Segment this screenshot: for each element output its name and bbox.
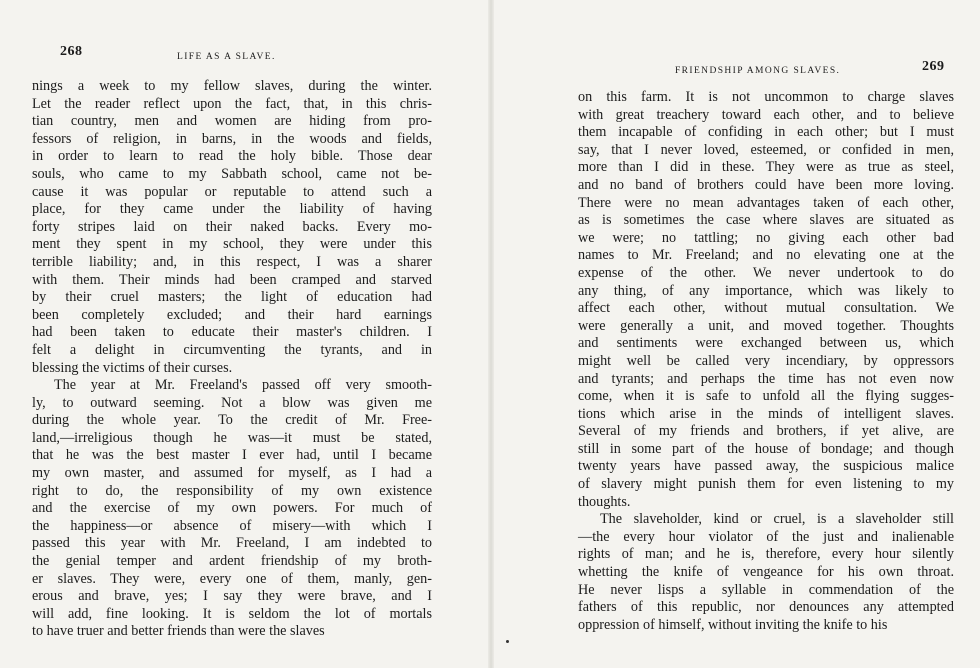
right-page-line: affect each other, without mutual consultation. We <box>578 300 954 317</box>
right-page-line: names to Mr. Freeland; and no elevating one at the <box>578 247 954 264</box>
left-page-line: passed this year with Mr. Freeland, I am indebted to <box>32 535 432 552</box>
right-page-line: He never lisps a syllable in commendation of the <box>578 581 954 598</box>
right-page-line: expense of the other. We never undertook to do <box>578 264 954 281</box>
left-page-line: ment they spent in my school, they were under this <box>32 236 432 253</box>
left-page-line: had been taken to educate their master's children. I <box>32 324 432 341</box>
left-page-line: erous and brave, yes; I say they were brave, and I <box>32 588 432 605</box>
left-page-line: in order to learn to read the holy bible. Those dear <box>32 148 432 165</box>
left-page-line: with them. Their minds had been cramped and starved <box>32 271 432 288</box>
right-page-line: still in some part of the house of bondage; and though <box>578 440 954 457</box>
right-page-line: Several of my friends and brothers, if yet alive, are <box>578 423 954 440</box>
right-page-line: we were; no tattling; no giving each other bad <box>578 229 954 246</box>
left-page-line: cause it was popular or reputable to attend such a <box>32 183 432 200</box>
right-page-line: more than I did in these. They were as true as steel, <box>578 159 954 176</box>
left-page-line: land,—irreligious though he was—it must be stated, <box>32 429 432 446</box>
right-page-line: with great treachery toward each other, and to believe <box>578 106 954 123</box>
ink-speck <box>506 640 509 643</box>
right-page-line: There were no mean advantages taken of each other, <box>578 194 954 211</box>
left-page-line: forty stripes laid on their naked backs. Every mo- <box>32 218 432 235</box>
left-page-line: to have truer and better friends than were the slaves <box>32 623 325 640</box>
left-running-head: LIFE AS A SLAVE. <box>177 52 276 62</box>
left-page-line: tian country, men and women are hiding from pro- <box>32 113 432 130</box>
right-running-head: FRIENDSHIP AMONG SLAVES. <box>675 66 841 76</box>
right-page-line: as is sometimes the case where slaves are situated as <box>578 212 954 229</box>
left-page-line: the happiness—or absence of misery—with which I <box>32 517 432 534</box>
left-page-line: my own master, and assumed for myself, as I had a <box>32 465 432 482</box>
right-page-number: 269 <box>922 59 945 74</box>
right-page-line: twenty years have passed away, the suspicious malice <box>578 458 954 475</box>
left-page-line: place, for they came under the liability of having <box>32 201 432 218</box>
right-page-line: and tyrants; and perhaps the time has not even now <box>578 370 954 387</box>
right-page-line: come, when it is safe to unfold all the flying sugges- <box>578 388 954 405</box>
left-page-line: and the exercise of my own powers. For much of <box>32 500 432 517</box>
left-page-line: that he was the best master I ever had, until I became <box>32 447 432 464</box>
left-page-line: the genial temper and ardent friendship of my broth- <box>32 553 432 570</box>
right-page-line: whetting the knife of vengeance for his own throat. <box>578 564 954 581</box>
left-page-line: right to do, the responsibility of my own existence <box>32 482 432 499</box>
left-page-line: terrible liability; and, in this respect, I was a sharer <box>32 253 432 270</box>
right-page-line: tions which arise in the minds of intelligent slaves. <box>578 405 954 422</box>
right-page-line: might well be called very incendiary, by oppressors <box>578 352 954 369</box>
left-page-line: ly, to outward seeming. Not a blow was given me <box>32 394 432 411</box>
right-text-block <box>578 89 954 634</box>
left-page-line: souls, who came to my Sabbath school, came not be- <box>32 165 432 182</box>
right-page-line: —the every hour violator of the just and inalienable <box>578 528 954 545</box>
left-page-line: Let the reader reflect upon the fact, that, in this chris- <box>32 95 432 112</box>
right-page-line: them incapable of confiding in each other; but I must <box>578 124 954 141</box>
left-page-line: will add, fine looking. It is seldom the lot of mortals <box>32 605 432 622</box>
left-page-line: nings a week to my fellow slaves, during the winter. <box>32 78 432 94</box>
left-page-line: by their cruel masters; the light of education had <box>32 289 432 306</box>
right-page-line: fathers of this republic, nor denounces any attempted <box>578 599 954 616</box>
right-page-line: and sentiments were exchanged between us, which <box>578 335 954 352</box>
right-page-line: oppression of himself, without inviting the knife to his <box>578 616 888 633</box>
right-page-line: of slavery might punish them for even listening to my <box>578 476 954 493</box>
right-page-line: were generally a unit, and moved together. Thoughts <box>578 317 954 334</box>
left-page-line: during the whole year. To the credit of Mr. Free- <box>32 412 432 429</box>
left-page-line: blessing the victims of their curses. <box>32 359 233 376</box>
left-page-line: fessors of religion, in barns, in the woods and fields, <box>32 130 432 147</box>
left-page-line: been completely excluded; and their hard earnings <box>32 306 432 323</box>
left-page-line: felt a delight in circumventing the tyrants, and in <box>32 341 432 358</box>
right-page-line: The slaveholder, kind or cruel, is a slaveholder still <box>600 511 954 528</box>
right-page-line: on this farm. It is not uncommon to charge slaves <box>578 89 954 105</box>
right-page-line: thoughts. <box>578 493 631 510</box>
right-page-line: rights of man; and he is, therefore, every hour silently <box>578 546 954 563</box>
right-page-line: and no band of brothers could have been more loving. <box>578 176 954 193</box>
left-text-block <box>32 78 432 641</box>
left-page-line: er slaves. They were, every one of them, manly, gen- <box>32 570 432 587</box>
right-page <box>490 0 980 668</box>
left-page-number: 268 <box>60 44 83 59</box>
right-page-line: any thing, of any importance, which was likely to <box>578 282 954 299</box>
left-page-line: The year at Mr. Freeland's passed off very smooth- <box>54 377 432 394</box>
right-page-line: say, that I never loved, esteemed, or confided in men, <box>578 141 954 158</box>
